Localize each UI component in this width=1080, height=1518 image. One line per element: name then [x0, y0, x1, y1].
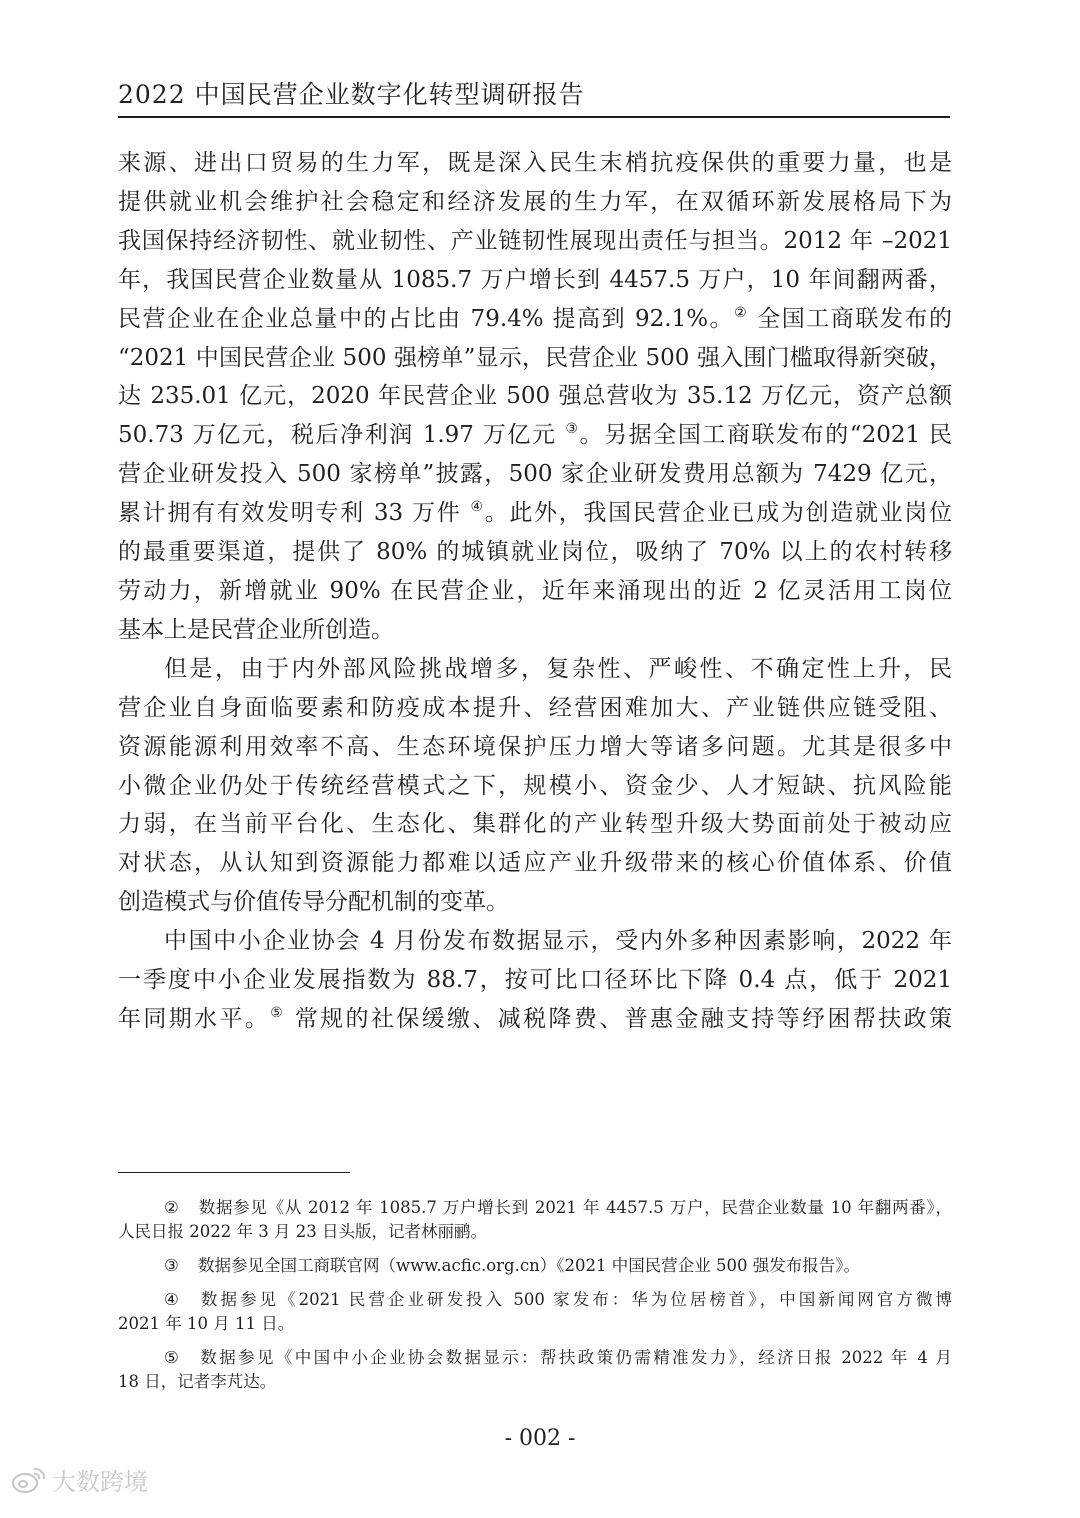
text-line: 力弱，在当前平台化、生态化、集群化的产业转型升级大势面前处于被动应 — [118, 811, 952, 838]
footnote-line — [118, 1288, 952, 1312]
paragraph-1 — [118, 144, 952, 650]
footnote-5 — [118, 1346, 952, 1394]
watermark-text: 大数跨境 — [52, 1468, 148, 1496]
footnotes — [118, 1196, 952, 1404]
header-divider — [118, 116, 950, 118]
text-line: 基本上是民营企业所创造。 — [118, 616, 394, 643]
footnote-2 — [118, 1196, 952, 1244]
footnote-ref-3[interactable]: ③ — [565, 421, 580, 438]
running-header: 2022 中国民营企业数字化转型调研报告 — [118, 80, 585, 109]
text-line: 达 235.01 亿元，2020 年民营企业 500 强总营收为 35.12 万亿元，资产总额 — [118, 383, 952, 410]
footnote-4 — [118, 1288, 952, 1336]
text-line: 的最重要渠道，提供了 80% 的城镇就业岗位，吸纳了 70% 以上的农村转移 — [118, 539, 952, 566]
text-segment: 累计拥有有效发明专利 33 万件 — [118, 500, 471, 527]
footnote-line — [118, 1346, 952, 1370]
page-number: - 002 - — [504, 1426, 576, 1451]
footnote-text: 数据参见《2021 民营企业研发投入 500 家发布：华为位居榜首》，中国新闻网官方微博 — [198, 1290, 952, 1309]
text-line: 对状态，从认知到资源能力都难以适应产业升级带来的核心价值体系、价值 — [118, 850, 952, 877]
text-line: 劳动力，新增就业 90% 在民营企业，近年来涌现出的近 2 亿灵活用工岗位 — [118, 577, 952, 604]
text-line: “2021 中国民营企业 500 强榜单”显示，民营企业 500 强入围门槛取得新突破， — [118, 344, 952, 371]
footnote-mark: ③ — [164, 1256, 179, 1275]
paragraph-3 — [118, 922, 952, 1039]
footnote-divider — [118, 1172, 350, 1173]
text-line: 一季度中小企业发展指数为 88.7，按可比口径环比下降 0.4 点，低于 2021 — [118, 967, 952, 994]
text-line: 但是，由于内外部风险挑战增多，复杂性、严峻性、不确定性上升，民 — [164, 655, 952, 682]
footnote-line: 18 日，记者李芃达。 — [118, 1372, 277, 1391]
footnote-text: 数据参见《中国中小企业协会数据显示：帮扶政策仍需精准发力》，经济日报 2022 年 4 月 — [198, 1348, 952, 1367]
footnote-3 — [118, 1254, 952, 1278]
text-line — [118, 300, 952, 339]
footnote-line: 人民日报 2022 年 3 月 23 日头版，记者林丽鹂。 — [118, 1222, 487, 1241]
footnote-ref-5[interactable]: ⑤ — [270, 1004, 286, 1021]
footnote-mark: ④ — [164, 1290, 179, 1309]
body-text — [118, 144, 952, 1039]
footnote-ref-4[interactable]: ④ — [470, 499, 485, 516]
text-line — [118, 494, 952, 533]
footnote-line — [118, 1196, 952, 1220]
text-line: 中国中小企业协会 4 月份发布数据显示，受内外多种因素影响，2022 年 — [164, 928, 952, 955]
text-line: 小微企业仍处于传统经营模式之下，规模小、资金少、人才短缺、抗风险能 — [118, 772, 952, 799]
paragraph-2 — [118, 650, 952, 922]
footnote-ref-2[interactable]: ② — [734, 304, 749, 321]
weibo-logo-icon — [10, 1465, 48, 1495]
text-line: 创造模式与价值传导分配机制的变革。 — [118, 889, 509, 916]
text-segment: 。另据全国工商联发布的“2021 民 — [579, 422, 952, 449]
footnote-text: 数据参见全国工商联官网（www.acfic.org.cn）《2021 中国民营企业 500 强发布报告》。 — [198, 1256, 860, 1275]
text-line — [118, 416, 952, 455]
text-segment: 50.73 万亿元，税后净利润 1.97 万亿元 — [118, 422, 566, 449]
text-line: 资源能源利用效率不高、生态环境保护压力增大等诸多问题。尤其是很多中 — [118, 733, 952, 760]
footnote-line: 2021 年 10 月 11 日。 — [118, 1314, 295, 1333]
text-line: 营企业研发投入 500 家榜单”披露，500 家企业研发费用总额为 7429 亿元， — [118, 461, 952, 488]
text-segment: 。此外，我国民营企业已成为创造就业岗位 — [484, 500, 952, 527]
watermark — [10, 1462, 148, 1497]
text-line: 来源、进出口贸易的生力军，既是深入民生末梢抗疫保供的重要力量，也是 — [118, 150, 952, 176]
text-line — [118, 1000, 952, 1039]
footnote-text: 数据参见《从 2012 年 1085.7 万户增长到 2021 年 4457.5 万户，民营企业数量 10 年翻两番》， — [198, 1198, 952, 1217]
text-line: 我国保持经济韧性、就业韧性、产业链韧性展现出责任与担当。2012 年 –2021 — [118, 227, 952, 254]
text-segment: 常规的社保缓缴、减税降费、普惠金融支持等纾困帮扶政策 — [285, 1005, 953, 1032]
text-line: 年，我国民营企业数量从 1085.7 万户增长到 4457.5 万户，10 年间翻两番， — [118, 266, 952, 293]
text-segment: 民营企业在企业总量中的占比由 79.4% 提高到 92.1%。 — [118, 305, 735, 332]
footnote-mark: ② — [164, 1198, 179, 1217]
text-line: 营企业自身面临要素和防疫成本提升、经营困难加大、产业链供应链受阻、 — [118, 694, 952, 721]
text-line: 提供就业机会维护社会稳定和经济发展的生力军，在双循环新发展格局下为 — [118, 188, 952, 215]
footnote-line — [118, 1254, 952, 1278]
text-segment: 年同期水平。 — [118, 1005, 271, 1032]
footnote-mark: ⑤ — [164, 1348, 179, 1367]
text-segment: 全国工商联发布的 — [748, 305, 952, 332]
